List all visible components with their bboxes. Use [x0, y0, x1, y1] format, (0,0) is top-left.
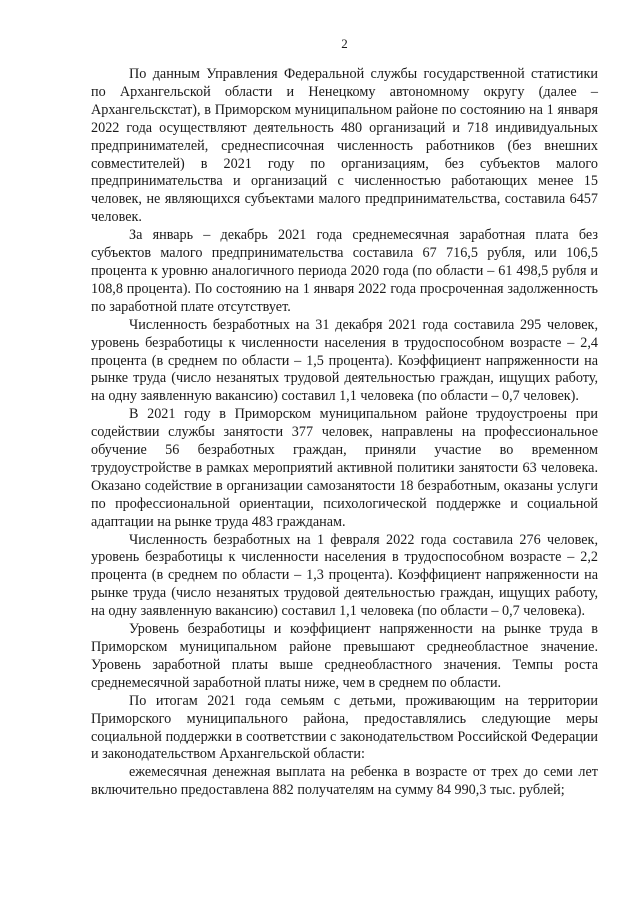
document-body: [91, 66, 598, 800]
paragraph-unemployment-december: Численность безработных на 31 декабря 2021 года составила 295 человек, уровень безработицы к численности населения в трудоспособном возрасте – 2,4 процента (в среднем по области – 1,5 процента). Коэффициент напряженности на рынке труда (число незанятых трудовой деятельностью граждан, ищущих работу, на одну заявленную вакансию) составил 1,1 человека (по области – 0,7 человек).: [91, 316, 598, 405]
paragraph-unemployment-february: Численность безработных на 1 февраля 2022 года составила 276 человек, уровень безработицы к численности населения в трудоспособном возрасте – 2,2 процента (в среднем по области – 1,3 процента). Коэффициент напряженности на рынке труда (число незанятых трудовой деятельностью граждан, ищущих работу, на одну заявленную вакансию) составил 1,1 человека (по области – 0,7 человека).: [91, 531, 598, 620]
paragraph-average-salary: За январь – декабрь 2021 года среднемесячная заработная плата без субъектов малого предпринимательства составила 67 716,5 рубля, или 106,5 процента к уровню аналогичного периода 2020 года (по области – 61 498,5 рубля и 108,8 процента). По состоянию на 1 января 2022 года просроченная задолженность по заработной плате отсутствует.: [91, 227, 598, 315]
paragraph-monthly-child-payment: ежемесячная денежная выплата на ребенка в возрасте от трех до семи лет включительно предоставлена 882 получателям на сумму 84 990,3 тыс. рублей;: [91, 764, 598, 799]
page-number: 2: [341, 36, 348, 51]
paragraph-organizations-statistics: По данным Управления Федеральной службы государственной статистики по Архангельской области и Ненецкому автономному округу (далее – Архангельскстат), в Приморском муниципальном районе по состоянию на 1 января 2022 года осуществляют деятельность 480 организаций и 718 индивидуальных предпринимателей, среднесписочная численность работников (без внешних совместителей) в 2021 году по организациям, без субъектов малого предпринимательства и организаций с численностью работающих менее 15 человек, не являющихся субъектами малого предпринимательства, составила 6457 человек.: [91, 66, 598, 226]
paragraph-family-support-intro: По итогам 2021 года семьям с детьми, проживающим на территории Приморского муниципального района, предоставлялись следующие меры социальной поддержки в соответствии с законодательством Российской Федерации и законодательством Архангельской области:: [91, 692, 598, 763]
paragraph-regional-comparison: Уровень безработицы и коэффициент напряженности на рынке труда в Приморском муниципальном районе превышают среднеобластное значение. Уровень заработной платы выше среднеобластного значения. Темпы роста среднемесячной заработной платы ниже, чем в среднем по области.: [91, 621, 598, 691]
paragraph-employment-service: В 2021 году в Приморском муниципальном районе трудоустроены при содействии службы занятости 377 человек, направлены на профессиональное обучение 56 безработных граждан, приняли участие во временном трудоустройстве в рамках мероприятий активной политики занятости 63 человека. Оказано содействие в организации самозанятости 18 безработным, оказаны услуги по профессиональной ориентации, психологической поддержке и социальной адаптации на рынке труда 483 гражданам.: [91, 406, 598, 530]
